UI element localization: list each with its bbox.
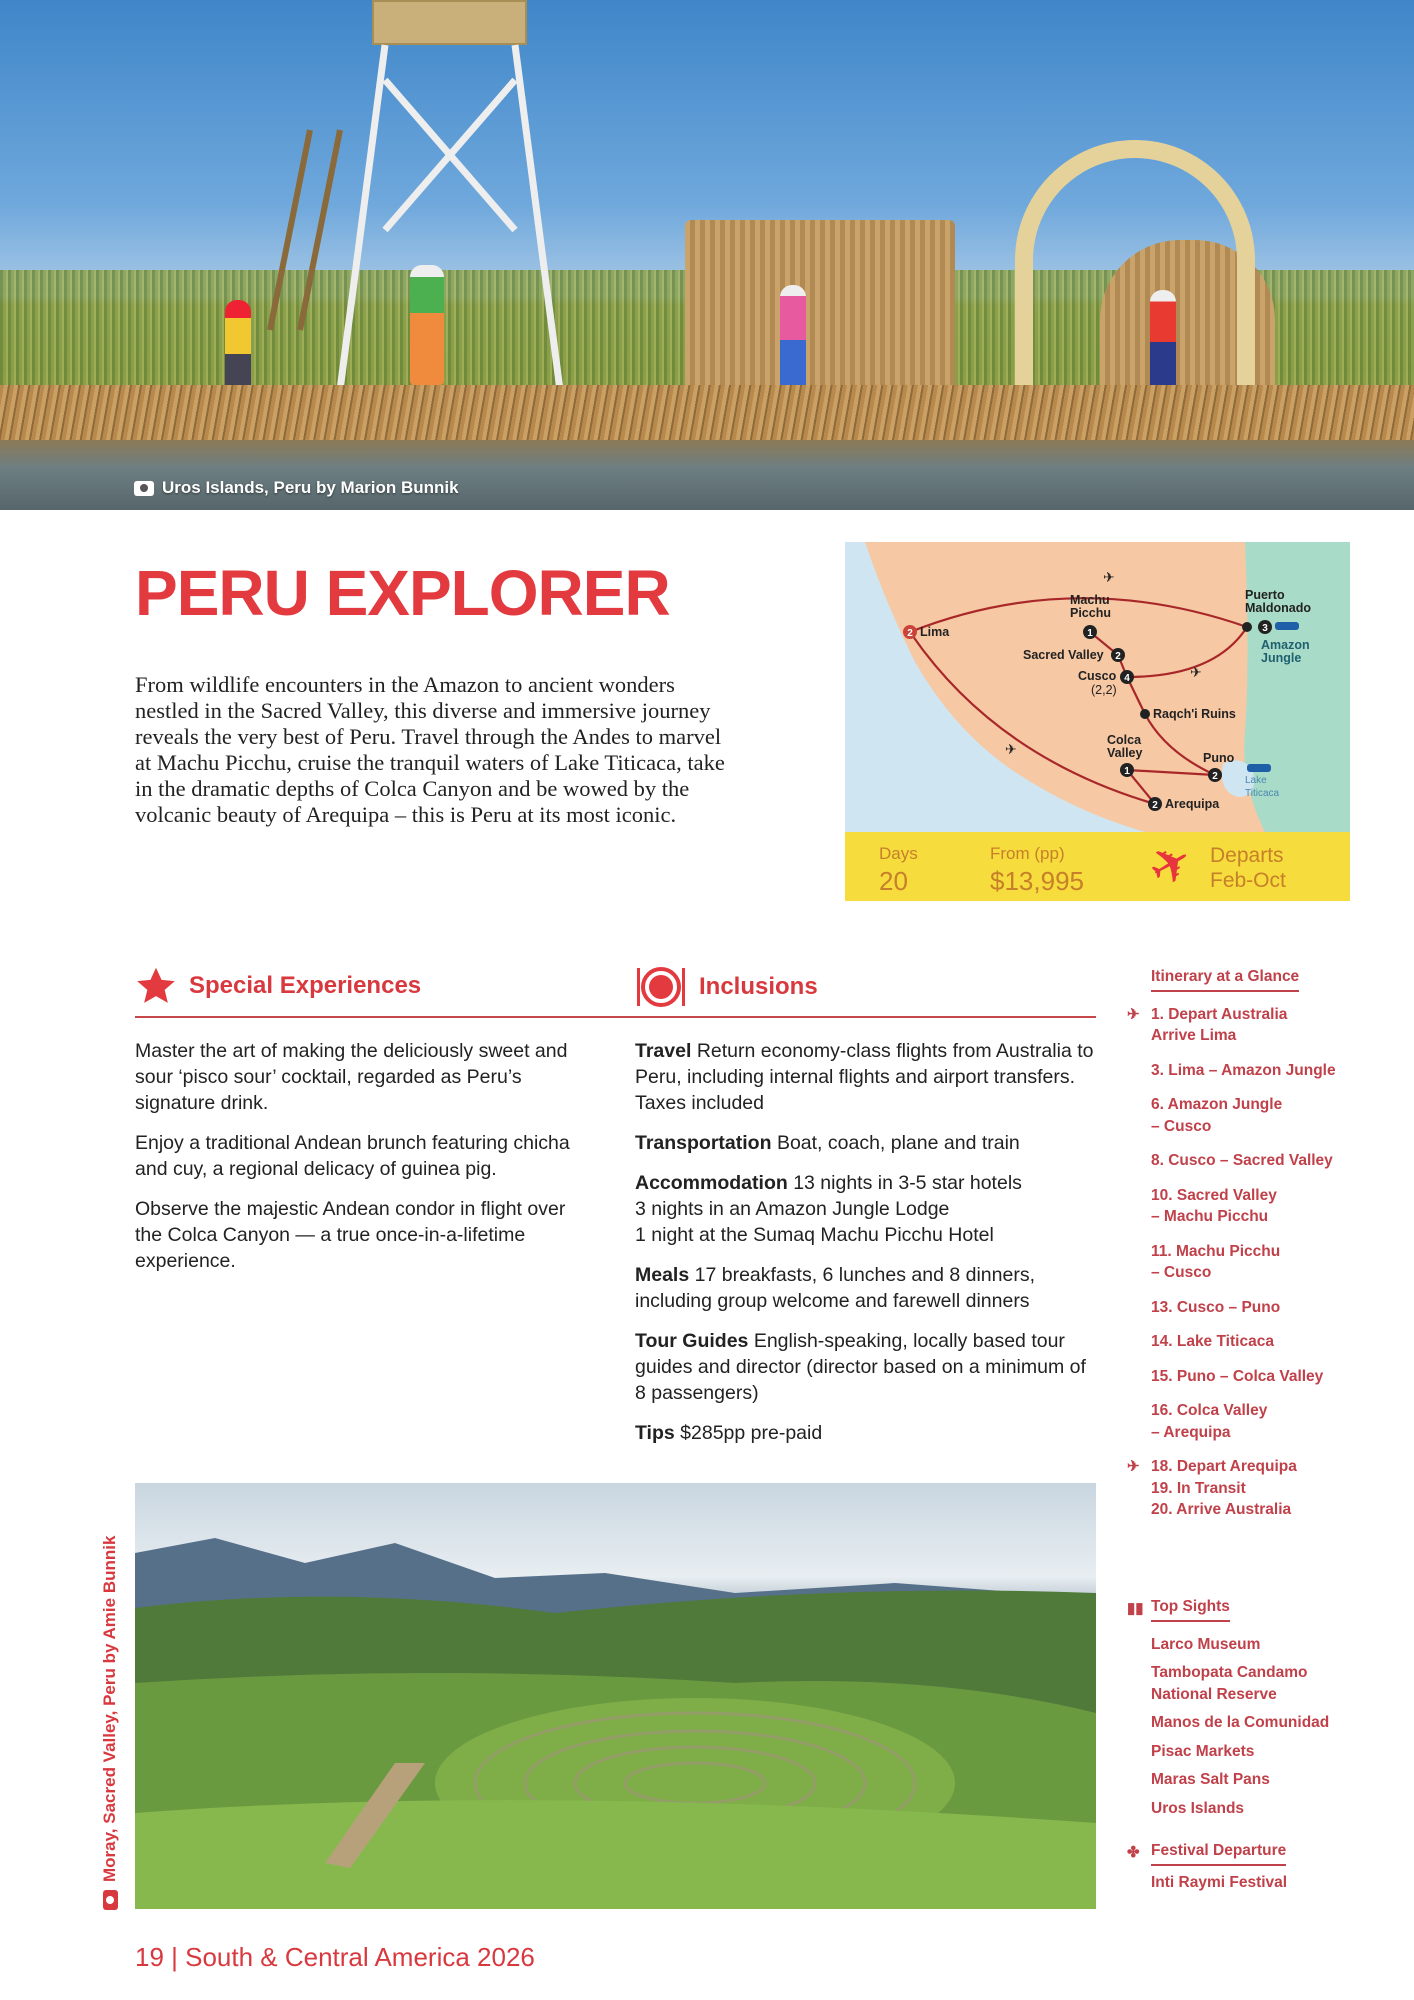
inclusion-label: Accommodation — [635, 1172, 788, 1194]
person — [225, 300, 251, 390]
map-label-colca: Colca Valley — [1107, 733, 1143, 760]
camera-icon — [103, 1890, 118, 1910]
itinerary-item-text: 10. Sacred Valley – Machu Picchu — [1151, 1186, 1277, 1225]
festival-item: Inti Raymi Festival — [1151, 1873, 1288, 1891]
itinerary-item — [1127, 1456, 1411, 1521]
map-label-cusco-sub: (2,2) — [1091, 683, 1117, 697]
section-divider — [135, 1016, 1096, 1018]
itinerary-item — [1151, 1094, 1411, 1137]
top-sight-item: Pisac Markets — [1151, 1742, 1255, 1760]
photo2-caption — [100, 1536, 120, 1910]
itinerary-item — [1151, 1400, 1411, 1443]
inclusion-text: Return economy-class flights from Australia to Peru, including internal flights and airport transfers. Taxes included — [635, 1040, 1094, 1114]
map-num-arequipa: 2 — [1152, 800, 1158, 811]
inclusion-text: English-speaking, locally based tour guides and director (director based on a minimum of 8 passengers) — [635, 1330, 1086, 1404]
itinerary-item-text: 6. Amazon Jungle – Cusco — [1151, 1096, 1283, 1135]
page-footer: 19 | South & Central America 2026 — [135, 1942, 535, 1972]
itinerary-at-a-glance — [1127, 966, 1411, 1534]
map-label-machu: Machu Picchu — [1070, 593, 1111, 620]
departs-label: Departs — [1210, 844, 1284, 867]
map-label-amazon: Amazon Jungle — [1261, 638, 1310, 665]
top-sight-item: Larco Museum — [1151, 1635, 1261, 1653]
photo2-caption-text: Moray, Sacred Valley, Peru by Amie Bunnik — [100, 1535, 119, 1882]
map-num-cusco: 4 — [1124, 673, 1130, 684]
festival-heading: Festival Departure — [1151, 1840, 1286, 1866]
camera-icon — [134, 481, 154, 496]
inclusion-accommodation — [635, 1170, 1095, 1248]
boat-icon — [1247, 764, 1271, 772]
map-label-arequipa: Arequipa — [1165, 797, 1220, 811]
map-num-puno: 2 — [1212, 771, 1218, 782]
boat-icon — [1275, 622, 1299, 630]
special-experiences-list — [135, 1038, 595, 1288]
inclusion-text: Boat, coach, plane and train — [776, 1132, 1020, 1154]
map-label-puerto: Puerto Maldonado — [1245, 588, 1311, 615]
reed-hut — [685, 220, 955, 390]
inclusion-text: $285pp pre-paid — [680, 1422, 823, 1444]
map-label-lima: Lima — [920, 625, 950, 639]
special-experiences-heading — [135, 966, 421, 1006]
itinerary-item — [1151, 1150, 1411, 1172]
plane-icon: ✈ — [1127, 1005, 1140, 1023]
route-map — [845, 542, 1350, 901]
hero-caption-text: Uros Islands, Peru by Marion Bunnik — [162, 478, 459, 497]
landscape-illustration — [135, 1483, 1096, 1909]
person — [780, 285, 806, 395]
map-num-puerto: 3 — [1262, 623, 1268, 634]
map-label-raqchi: Raqch'i Ruins — [1153, 707, 1236, 721]
map-label-lake: Lake Titicaca — [1245, 775, 1280, 799]
special-item: Enjoy a traditional Andean brunch featuring chicha and cuy, a regional delicacy of guinea pig. — [135, 1132, 570, 1180]
hero-caption — [134, 478, 459, 498]
itinerary-item-text: 18. Depart Arequipa 19. In Transit 20. Arrive Australia — [1151, 1458, 1297, 1518]
photo-moray-sacred-valley — [135, 1483, 1096, 1909]
reed-island-edge — [0, 385, 1414, 445]
itinerary-item — [1151, 1366, 1411, 1388]
itinerary-item-text: 13. Cusco – Puno — [1151, 1298, 1281, 1316]
inclusion-label: Tips — [635, 1422, 675, 1444]
map-label-sacred: Sacred Valley — [1023, 648, 1104, 662]
inclusions-heading — [635, 966, 818, 1008]
itinerary-item — [1151, 1060, 1411, 1082]
itinerary-heading: Itinerary at a Glance — [1151, 966, 1299, 992]
inclusion-tips — [635, 1420, 1095, 1446]
inclusion-label: Transportation — [635, 1132, 772, 1154]
top-sight-item: Maras Salt Pans — [1151, 1771, 1270, 1788]
itinerary-item-text: 16. Colca Valley – Arequipa — [1151, 1402, 1268, 1441]
top-sights — [1127, 1596, 1411, 1826]
plane-icon: ✈ — [1127, 1458, 1140, 1475]
map-num-machu: 1 — [1087, 628, 1093, 639]
page-title: PERU EXPLORER — [135, 557, 670, 629]
intro-paragraph: From wildlife encounters in the Amazon to ancient wonders nestled in the Sacred Valley, this diverse and immersive journey reveals the very best of Peru. Travel through the Andes to marvel at Machu Picchu, cruise the tranquil waters of Lake Titicaca, take in the dramatic depths of Colca Canyon and be wowed by the volcanic beauty of Arequipa – this is Peru at its most iconic. — [135, 672, 725, 827]
inclusion-transportation — [635, 1130, 1095, 1156]
map-label-puno: Puno — [1203, 751, 1235, 765]
inclusion-tour-guides — [635, 1328, 1095, 1406]
plane-icon: ✈ — [1138, 830, 1204, 900]
inclusion-text: 17 breakfasts, 6 lunches and 8 dinners, including group welcome and farewell dinners — [635, 1264, 1036, 1312]
itinerary-item — [1151, 1297, 1411, 1319]
inclusions-list — [635, 1038, 1095, 1460]
binoculars-icon: ▮▮ — [1127, 1600, 1144, 1617]
itinerary-item-text: 11. Machu Picchu – Cusco — [1151, 1242, 1281, 1281]
map-num-colca: 1 — [1124, 766, 1130, 777]
itinerary-item — [1151, 1331, 1411, 1353]
top-sight-item: Tambopata Candamo National Reserve — [1151, 1664, 1308, 1703]
top-sight-item: Manos de la Comunidad — [1151, 1714, 1330, 1731]
map-label-cusco: Cusco — [1078, 669, 1117, 683]
itinerary-item — [1127, 1004, 1411, 1047]
itinerary-item-text: 15. Puno – Colca Valley — [1151, 1367, 1324, 1385]
special-item: Observe the majestic Andean condor in flight over the Colca Canyon — a true once-in-a-lifetime experience. — [135, 1198, 566, 1272]
festival-flower-icon: ✤ — [1127, 1844, 1140, 1861]
lake-water — [0, 440, 1414, 510]
inclusion-text: 13 nights in 3-5 star hotels 3 nights in an Amazon Jungle Lodge 1 night at the Sumaq Machu Picchu Hotel — [635, 1172, 1022, 1246]
departs-value: Feb-Oct — [1210, 869, 1286, 892]
map-num-sacred: 2 — [1115, 651, 1121, 662]
svg-text:✈: ✈ — [1005, 741, 1017, 757]
top-sight-item: Uros Islands — [1151, 1799, 1245, 1817]
itinerary-item-text: 14. Lake Titicaca — [1151, 1333, 1274, 1350]
itinerary-item-text: 1. Depart Australia Arrive Lima — [1151, 1005, 1288, 1044]
hero-photo-uros-islands — [0, 0, 1414, 510]
itinerary-item-text: 3. Lima – Amazon Jungle — [1151, 1061, 1336, 1079]
price-value: $13,995 — [990, 866, 1084, 896]
inclusion-travel — [635, 1038, 1095, 1116]
days-label: Days — [879, 844, 918, 863]
special-item: Master the art of making the deliciously sweet and sour ‘pisco sour’ cocktail, regarded as Peru’s signature drink. — [135, 1040, 568, 1114]
inclusion-label: Travel — [635, 1040, 692, 1062]
inclusion-label: Meals — [635, 1264, 690, 1286]
price-label: From (pp) — [990, 844, 1065, 863]
star-icon — [135, 966, 177, 1006]
plate-icon — [635, 966, 687, 1008]
special-heading-text: Special Experiences — [189, 972, 422, 999]
reed-arch — [1015, 140, 1255, 410]
trip-info-bar — [845, 832, 1350, 901]
inclusion-meals — [635, 1262, 1095, 1314]
person — [410, 265, 444, 385]
days-value: 20 — [879, 866, 908, 896]
itinerary-item-text: 8. Cusco – Sacred Valley — [1151, 1152, 1333, 1169]
svg-text:✈: ✈ — [1103, 569, 1115, 585]
itinerary-item — [1151, 1241, 1411, 1284]
map-num-lima: 2 — [907, 628, 913, 639]
inclusions-heading-text: Inclusions — [699, 973, 818, 1000]
inclusion-label: Tour Guides — [635, 1330, 749, 1352]
itinerary-item — [1151, 1185, 1411, 1228]
festival-departure — [1127, 1840, 1411, 1893]
top-sights-heading: Top Sights — [1151, 1596, 1230, 1622]
svg-text:✈: ✈ — [1190, 664, 1202, 680]
